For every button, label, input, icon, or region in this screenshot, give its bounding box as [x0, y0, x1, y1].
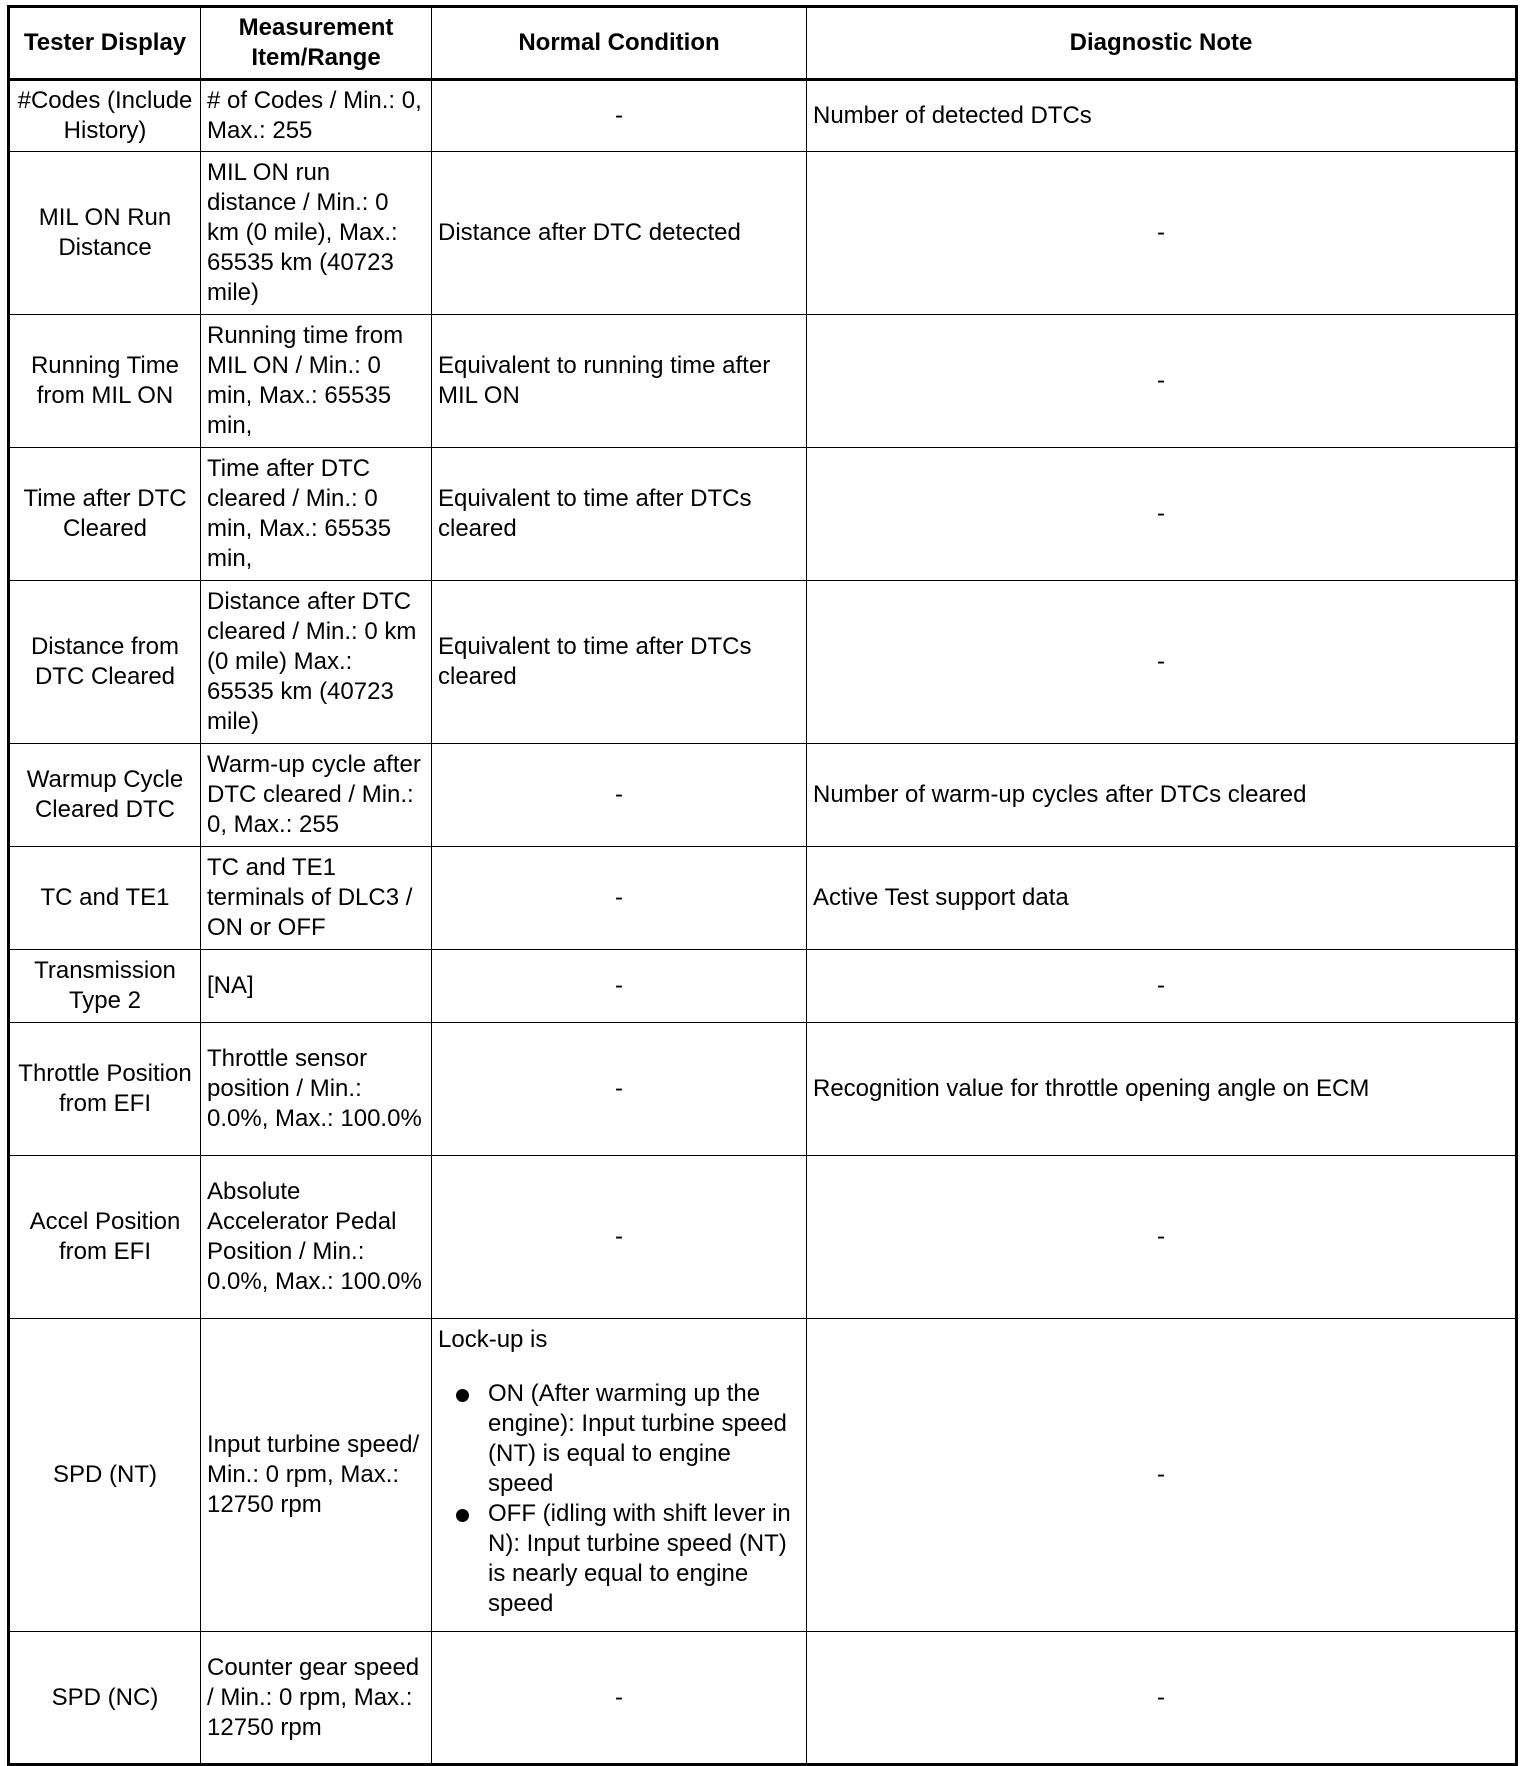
measurement-cell: Input turbine speed/ Min.: 0 rpm, Max.: 12750 rpm [201, 1319, 432, 1632]
tester-display-cell: MIL ON Run Distance [9, 152, 201, 315]
table-row [9, 448, 1517, 581]
diagnostic-note-cell: - [807, 315, 1517, 448]
tester-display-cell: Running Time from MIL ON [9, 315, 201, 448]
normal-condition-cell: Equivalent to time after DTCs cleared [432, 581, 807, 744]
tester-display-cell: Time after DTC Cleared [9, 448, 201, 581]
diagnostic-note-cell: - [807, 1319, 1517, 1632]
header-row [9, 7, 1517, 80]
normal-condition-cell: Equivalent to running time after MIL ON [432, 315, 807, 448]
normal-condition-cell: - [432, 80, 807, 152]
list-item [438, 1379, 800, 1499]
normal-condition-cell: - [432, 847, 807, 950]
diagnostic-note-cell: Active Test support data [807, 847, 1517, 950]
diagnostic-note-cell: - [807, 950, 1517, 1023]
table-row [9, 152, 1517, 315]
tester-display-cell: Accel Position from EFI [9, 1156, 201, 1319]
table-row [9, 847, 1517, 950]
normal-condition-cell: - [432, 950, 807, 1023]
lockup-bullet-list [438, 1379, 800, 1619]
diagnostic-note-cell: Recognition value for throttle opening angle on ECM [807, 1023, 1517, 1156]
diagnostic-note-cell: - [807, 448, 1517, 581]
table-row [9, 744, 1517, 847]
normal-condition-cell: Equivalent to time after DTCs cleared [432, 448, 807, 581]
measurement-cell: # of Codes / Min.: 0, Max.: 255 [201, 80, 432, 152]
tester-display-cell: Distance from DTC Cleared [9, 581, 201, 744]
header-diagnostic-note: Diagnostic Note [807, 7, 1517, 80]
bullet-icon [456, 1509, 469, 1522]
bullet-icon [456, 1389, 469, 1402]
tester-display-cell: Warmup Cycle Cleared DTC [9, 744, 201, 847]
diagnostic-note-cell: - [807, 581, 1517, 744]
tester-display-cell: Transmission Type 2 [9, 950, 201, 1023]
measurement-cell: Counter gear speed / Min.: 0 rpm, Max.: 12750 rpm [201, 1632, 432, 1765]
normal-condition-cell: - [432, 1023, 807, 1156]
measurement-cell: Warm-up cycle after DTC cleared / Min.: 0, Max.: 255 [201, 744, 432, 847]
normal-condition-cell [432, 1319, 807, 1632]
lockup-intro: Lock-up is [438, 1326, 548, 1353]
normal-condition-cell: - [432, 1632, 807, 1765]
diagnostic-note-cell: - [807, 1156, 1517, 1319]
tester-display-cell: SPD (NC) [9, 1632, 201, 1765]
tester-display-cell: TC and TE1 [9, 847, 201, 950]
measurement-cell: TC and TE1 terminals of DLC3 / ON or OFF [201, 847, 432, 950]
header-measurement: Measurement Item/Range [201, 7, 432, 80]
table-row [9, 1319, 1517, 1632]
measurement-cell: [NA] [201, 950, 432, 1023]
tester-display-cell: SPD (NT) [9, 1319, 201, 1632]
bullet-text: ON (After warming up the engine): Input turbine speed (NT) is equal to engine speed [488, 1380, 787, 1497]
table-row [9, 1156, 1517, 1319]
tester-display-cell: Throttle Position from EFI [9, 1023, 201, 1156]
measurement-cell: Running time from MIL ON / Min.: 0 min, Max.: 65535 min, [201, 315, 432, 448]
diagnostic-note-cell: - [807, 152, 1517, 315]
bullet-text: OFF (idling with shift lever in N): Input turbine speed (NT) is nearly equal to engine speed [488, 1500, 791, 1617]
tester-display-cell: #Codes (Include History) [9, 80, 201, 152]
table-row [9, 581, 1517, 744]
list-item [438, 1499, 800, 1619]
data-table [7, 5, 1518, 1766]
table-row [9, 80, 1517, 152]
table-row [9, 1023, 1517, 1156]
measurement-cell: Distance after DTC cleared / Min.: 0 km (0 mile) Max.: 65535 km (40723 mile) [201, 581, 432, 744]
measurement-cell: Absolute Accelerator Pedal Position / Min.: 0.0%, Max.: 100.0% [201, 1156, 432, 1319]
normal-condition-cell: - [432, 1156, 807, 1319]
normal-condition-cell: Distance after DTC detected [432, 152, 807, 315]
diagnostic-note-cell: Number of warm-up cycles after DTCs cleared [807, 744, 1517, 847]
diagnostic-note-cell: - [807, 1632, 1517, 1765]
table-row [9, 315, 1517, 448]
header-tester-display: Tester Display [9, 7, 201, 80]
measurement-cell: Throttle sensor position / Min.: 0.0%, Max.: 100.0% [201, 1023, 432, 1156]
measurement-cell: MIL ON run distance / Min.: 0 km (0 mile), Max.: 65535 km (40723 mile) [201, 152, 432, 315]
diagnostic-note-cell: Number of detected DTCs [807, 80, 1517, 152]
header-normal-condition: Normal Condition [432, 7, 807, 80]
table-row [9, 1632, 1517, 1765]
measurement-cell: Time after DTC cleared / Min.: 0 min, Max.: 65535 min, [201, 448, 432, 581]
normal-condition-cell: - [432, 744, 807, 847]
table-row [9, 950, 1517, 1023]
